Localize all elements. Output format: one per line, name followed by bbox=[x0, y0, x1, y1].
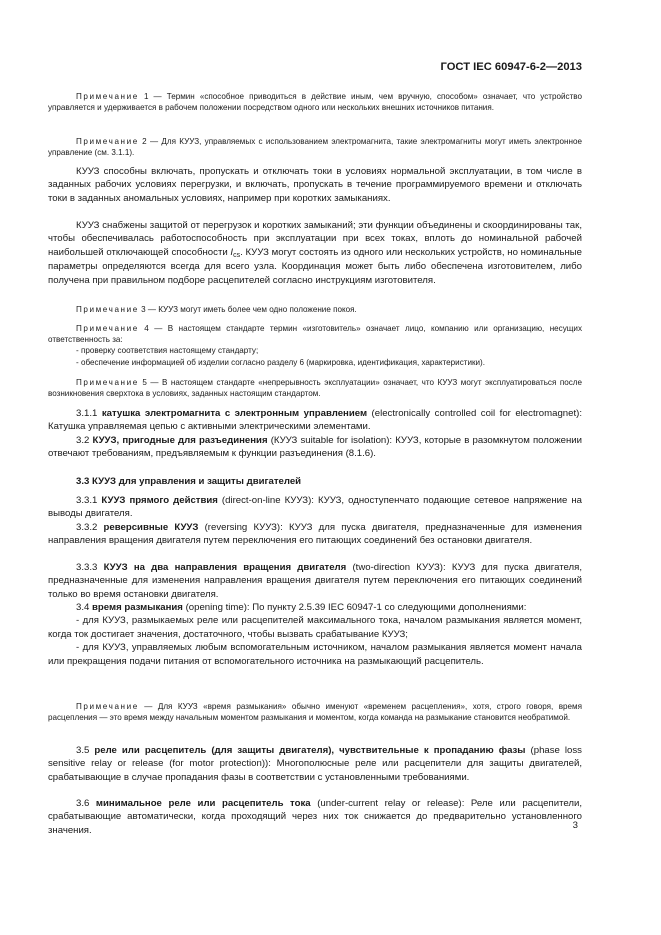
note-label: Примечание bbox=[76, 92, 139, 101]
note-3-text: 3 — КУУЗ могут иметь более чем одно положение покоя. bbox=[138, 305, 357, 314]
note-3 bbox=[48, 304, 582, 315]
paragraph-1: КУУЗ способны включать, пропускать и отключать токи в условиях нормальной эксплуатации, в том числе в заданных рабочих условиях перегрузки, и включать, пропускать в течение программируемого времени и отключать токи в заданных аномальных условиях, например при коротких замыканиях. bbox=[48, 166, 582, 204]
note-6 bbox=[48, 701, 582, 723]
note-5 bbox=[48, 377, 582, 399]
note-1 bbox=[48, 91, 582, 113]
section-3-1-1: 3.1.1 катушка электромагнита с электронным управлением (electronically controlled coil for electromagnet): Катушка управляемая цепью с активными электрическими элементами. bbox=[48, 408, 583, 433]
note-5-text: 5 — В настоящем стандарте «непрерывность эксплуатации» означает, что КУУЗ могут эксплуатироваться после возникновения сверхтока в условиях, заданных настоящим стандартом. bbox=[48, 378, 582, 399]
note-label: Примечание bbox=[76, 378, 139, 387]
section-3-3-3: 3.3.3 КУУЗ на два направления вращения двигателя (two-direction КУУЗ): КУУЗ для пуска двигателя, предназначенные для изменения направления вращения двигателя путем переключения его питающих соединений только во время остановки двигателя. bbox=[48, 562, 582, 600]
section-3-5: 3.5 реле или расцепитель (для защиты двигателя), чувствительные к пропаданию фазы (phase loss sensitive relay or release (for motor protection)): Многополюсные реле или расцепители для защиты двигателей, срабатывающие в случае пропадания фазы в соответствии с установленными требованиями. bbox=[48, 745, 582, 783]
term: время размыкания bbox=[92, 602, 183, 613]
section-3-4: 3.4 время размыкания (opening time): По пункту 2.5.39 IEC 60947-1 со следующими дополнениями: - для КУУЗ, размыкаемых реле или расцепителей максимального тока, началом размыкания является момент, когда ток достигает значения, достаточного, чтобы вызвать срабатывание КУУЗ; - для КУУЗ, управляемых любым вспомогательным источником, началом размыкания является момент начала или прекращения подачи питания от вспомогательного источника на размыкающий расцепитель. bbox=[48, 602, 582, 667]
term: КУУЗ на два направления вращения двигателя bbox=[103, 562, 347, 573]
term: минимальное реле или расцепитель тока bbox=[95, 798, 311, 809]
term: КУУЗ, пригодные для разъединения bbox=[92, 435, 268, 446]
section-3-2: 3.2 КУУЗ, пригодные для разъединения (КУУЗ suitable for isolation): КУУЗ, которые в разомкнутом положении отвечают требованиям, предъявляемым к функции разъединения (8.1.6). bbox=[48, 435, 582, 460]
note-2-text: 2 — Для КУУЗ, управляемых с использованием электромагнита, такие электромагниты могут иметь электронное управление (см. 3.1.1). bbox=[48, 137, 582, 158]
section-3-3-heading: 3.3 КУУЗ для управления и защиты двигателей bbox=[76, 476, 302, 487]
symbol-subscript: cs bbox=[233, 251, 241, 259]
note-4 bbox=[48, 323, 582, 368]
paragraph-2: КУУЗ снабжены защитой от перегрузок и коротких замыканий; эти функции объединены и скоординированы так, чтобы обеспечивалась работоспособность при эксплуатации при всех токах, вплоть до номинальной рабочей наибольшей отключающей способности $I_{cs}$. КУУЗ могут состоять из одного или нескольких устройств, но номинальные параметры определяются всегда для всего узла. Координация может быть либо обеспечена изготовителем, либо получена при правильном подборе расцепителей согласно инструкциям изготовителя. bbox=[48, 220, 582, 286]
list-item: - для КУУЗ, управляемых любым вспомогательным источником, началом размыкания является момент начала или прекращения подачи питания от вспомогательного источника на размыкающий расцепитель. bbox=[48, 642, 582, 667]
note-label: Примечание bbox=[76, 324, 139, 333]
note-2 bbox=[48, 136, 582, 158]
note-1-text: 1 — Термин «способное приводиться в действие иным, чем вручную, способом» означает, что устройство управляется и удерживается в рабочем положении посредством одного или нескольких внешних источников питания. bbox=[48, 92, 582, 113]
section-3-6: 3.6 минимальное реле или расцепитель тока (under-current relay or release): Реле или расцепители, срабатывающие автоматически, когда проходящий через них ток снижается до предварительно установленного значения. bbox=[48, 798, 582, 836]
document-header: ГОСТ IEC 60947-6-2—2013 bbox=[440, 61, 582, 73]
list-item: - обеспечение информацией об изделии согласно разделу 6 (маркировка, идентификация, характеристики). bbox=[76, 357, 485, 367]
section-3-3-1: 3.3.1 КУУЗ прямого действия (direct-on-line КУУЗ): КУУЗ, одноступенчато подающие сетевое напряжение на выводы двигателя. bbox=[48, 495, 582, 520]
note-label: Примечание bbox=[76, 305, 139, 314]
term: реверсивные КУУЗ bbox=[103, 522, 199, 533]
note-label: Примечание bbox=[76, 702, 139, 711]
term: реле или расцепитель (для защиты двигателя), чувствительные к пропаданию фазы bbox=[94, 745, 526, 756]
section-3-3-2: 3.3.2 реверсивные КУУЗ (reversing КУУЗ): КУУЗ для пуска двигателя, предназначенные для изменения направления вращения двигателя путем переключения его питающих соединений без остановки двигателя. bbox=[48, 522, 582, 547]
list-item: - для КУУЗ, размыкаемых реле или расцепителей максимального тока, началом размыкания является момент, когда ток достигает значения, достаточного, чтобы вызвать срабатывание КУУЗ; bbox=[48, 615, 582, 640]
symbol-i: I bbox=[230, 246, 234, 258]
list-item: - проверку соответствия настоящему стандарту; bbox=[76, 346, 259, 356]
term: катушка электромагнита с электронным управлением bbox=[101, 408, 368, 419]
term: КУУЗ прямого действия bbox=[101, 495, 218, 506]
note-4-text: 4 — В настоящем стандарте термин «изготовитель» означает лицо, компанию или организацию, несущих ответственность за: bbox=[48, 324, 582, 345]
page-number: 3 bbox=[572, 820, 578, 831]
note-label: Примечание bbox=[76, 137, 139, 146]
note-6-text: — Для КУУЗ «время размыкания» обычно именуют «временем расцепления», хотя, строго говоря, время расцепления — это время между начальным моментом размыкания и моментом, когда команда на размыкание становится необратимой. bbox=[48, 702, 582, 723]
